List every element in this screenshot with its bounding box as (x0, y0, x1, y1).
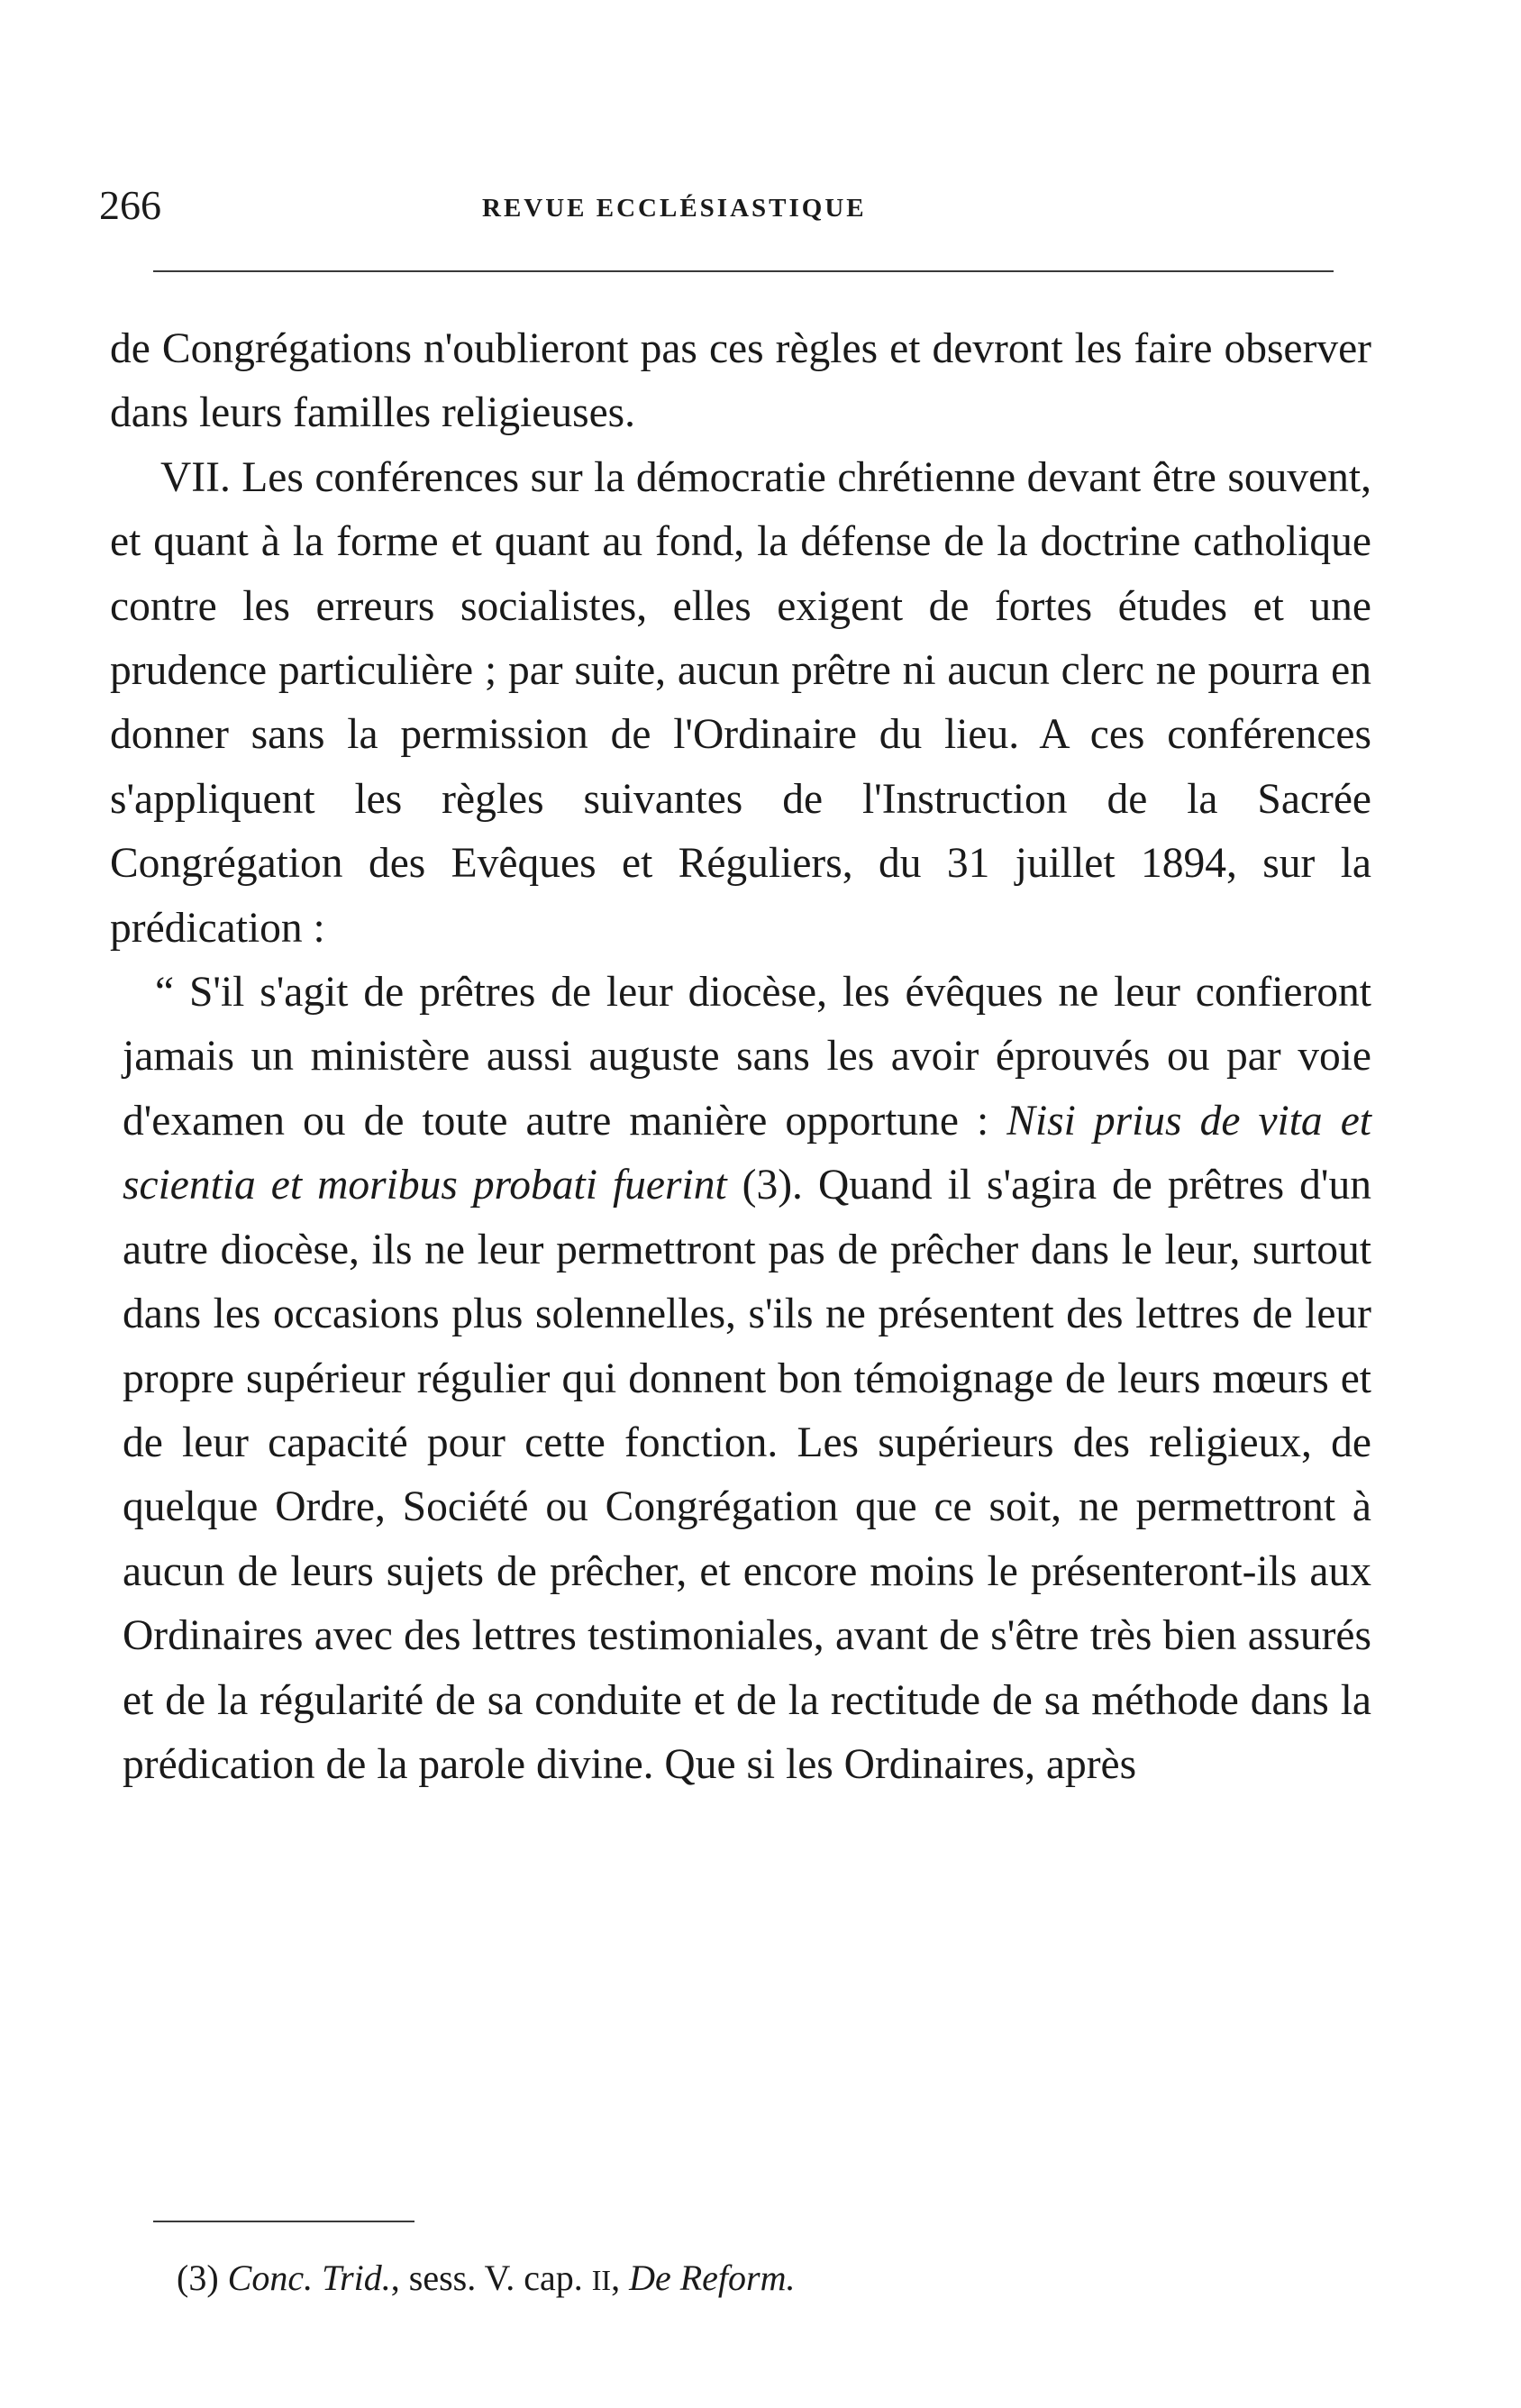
quotation-text-rest: (3). Quand il s'agira de prêtres d'un autre diocèse, ils ne leur permettront pas de prêcher dans le leur, surtout dans les occasions plus solennelles, s'ils ne présentent des lettres de leur propre supérieur régulier qui donnent bon témoignage de leurs mœurs et de leur capacité pour cette fonction. Les supérieurs des religieux, de quelque Ordre, Société ou Congrégation que ce soit, ne permettront à aucun de leurs sujets de prêcher, et encore moins le présenteront-ils aux Ordinaires avec des lettres testimoniales, avant de s'être très bien assurés et de la régularité de sa conduite et de la rectitude de sa méthode dans la prédication de la parole divine. Que si les Ordinaires, après (123, 1162, 1371, 1788)
footnote-chapter: II (591, 2264, 612, 2296)
quotation-paragraph (110, 961, 1371, 1797)
quotation-text-start: “ S'il s'agit de prêtres de leur diocèse, les évêques ne leur confieront jamais un ministère aussi auguste sans les avoir éprouvés ou par voie d'examen ou de toute autre manière opportune : (123, 969, 1371, 1145)
footnote (177, 2253, 795, 2305)
page-number: 266 (99, 182, 161, 228)
footnote-source: Conc. Trid. (227, 2258, 391, 2298)
page-header (99, 178, 1361, 233)
latin-citation: Nisi prius de vita et scientia et moribus probati fuerint (123, 1097, 1371, 1209)
paragraph-continuation: de Congrégations n'oublieront pas ces règles et devront les faire observer dans leurs familles religieuses. (110, 325, 1371, 437)
footnote-rule (153, 2221, 414, 2222)
footnote-session: , sess. V. cap. (390, 2258, 592, 2298)
footnote-number: (3) (177, 2258, 219, 2298)
footnote-title: De Reform. (629, 2258, 796, 2298)
body-text (110, 317, 1371, 1797)
footnote-separator: , (611, 2258, 630, 2298)
header-rule (153, 270, 1334, 272)
paragraph-section-vii: VII. Les conférences sur la démocratie chrétienne devant être souvent, et quant à la forme et quant au fond, la défense de la doctrine catholique contre les erreurs socialistes, elles exigent de fortes études et une prudence particulière ; par suite, aucun prêtre ni aucun clerc ne pourra en donner sans la permission de l'Ordinaire du lieu. A ces conférences s'appliquent les règles suivantes de l'Instruction de la Sacrée Congrégation des Evêques et Réguliers, du 31 juillet 1894, sur la prédication : (110, 453, 1371, 952)
running-title: REVUE ECCLÉSIASTIQUE (482, 194, 867, 223)
